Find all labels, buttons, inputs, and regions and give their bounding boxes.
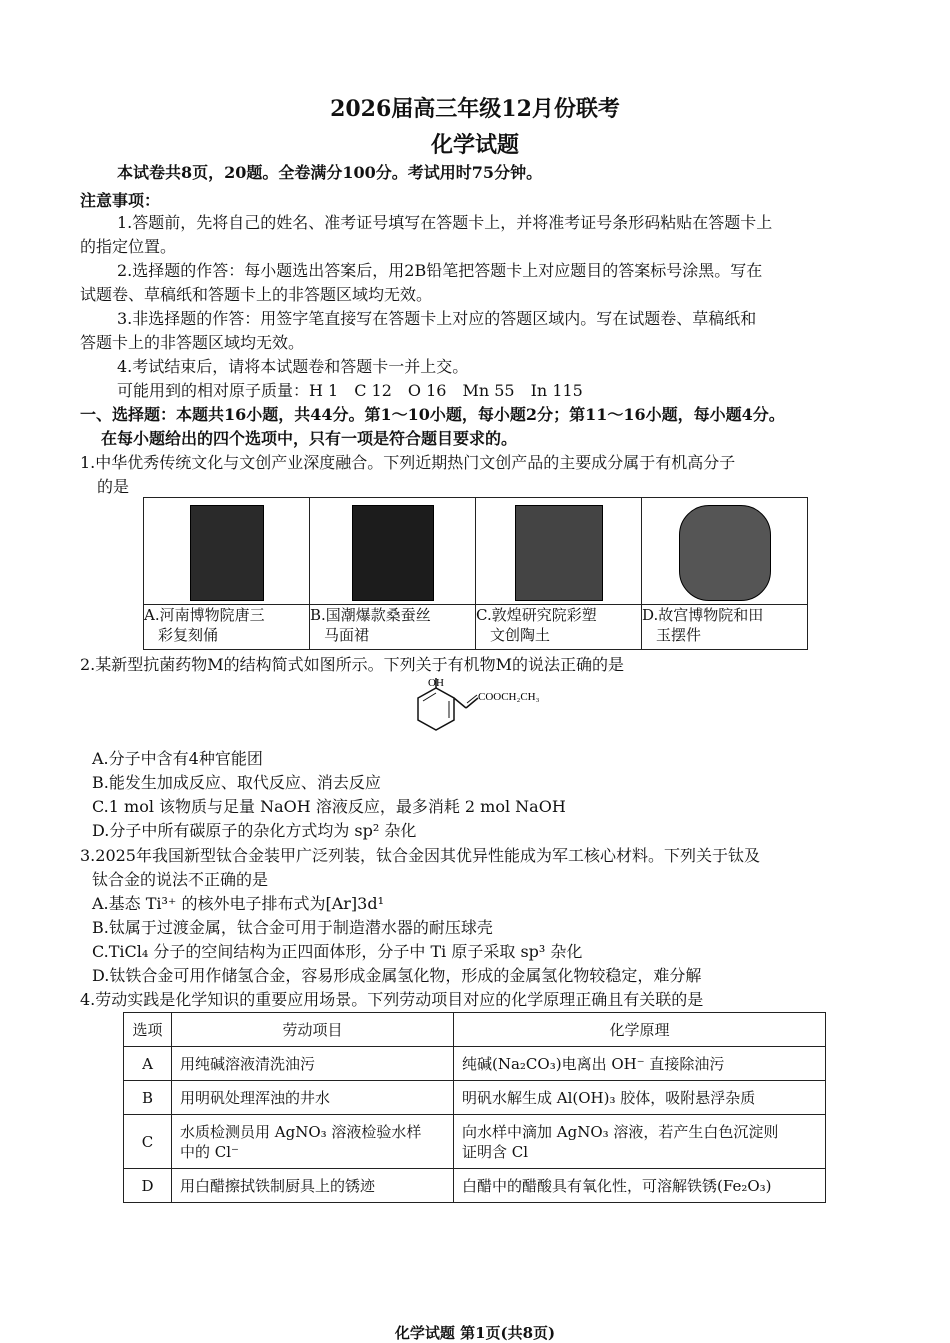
atomic-mass: 可能用到的相对原子质量：H 1 C 12 O 16 Mn 55 In 115 xyxy=(117,381,583,400)
notice-item: 4.考试结束后，请将本试题卷和答题卡一并上交。 xyxy=(117,357,469,376)
notice-item: 答题卡上的非答题区域均无效。 xyxy=(80,333,305,352)
ester-label: COOCH₂CH₃ xyxy=(478,691,540,703)
exam-info: 本试卷共8页，20题。全卷满分100分。考试用时75分钟。 xyxy=(117,163,543,182)
q2-option-b: B.能发生加成反应、取代反应、消去反应 xyxy=(92,773,381,792)
q2-structure-diagram xyxy=(398,676,568,746)
subject-title: 化学试题 xyxy=(430,132,519,158)
q4-header-principle: 化学原理 xyxy=(454,1013,826,1047)
section-heading: 一、选择题：本题共16小题，共44分。第1～10小题，每小题2分；第11～16小题，每小题4分。 xyxy=(80,405,785,424)
q1-option-d: D.故宫博物院和田 玉摆件 xyxy=(642,605,808,650)
q1-image-d xyxy=(642,498,808,605)
q1-image-b xyxy=(310,498,476,605)
q2-option-d: D.分子中所有碳原子的杂化方式均为 sp² 杂化 xyxy=(92,821,417,840)
q2-option-a: A.分子中含有4种官能团 xyxy=(92,749,263,768)
q1-option-c: C.敦煌研究院彩塑 文创陶土 xyxy=(476,605,642,650)
section-heading-2: 在每小题给出的四个选项中，只有一项是符合题目要求的。 xyxy=(101,429,518,448)
q1-option-b: B.国潮爆款桑蚕丝 马面裙 xyxy=(310,605,476,650)
notice-item: 3.非选择题的作答：用签字笔直接写在答题卡上对应的答题区域内。写在试题卷、草稿纸和 xyxy=(117,309,757,328)
q1-stem: 1.中华优秀传统文化与文创产业深度融合。下列近期热门文创产品的主要成分属于有机高分子 xyxy=(80,453,736,472)
q3-option-d: D.钛铁合金可用作储氢合金，容易形成金属氢化物，形成的金属氢化物较稳定，难分解 xyxy=(92,966,702,985)
hydroxyl-label: OH xyxy=(428,677,444,689)
q4-table-header xyxy=(124,1013,826,1047)
q2-stem: 2.某新型抗菌药物M的结构简式如图所示。下列关于有机物M的说法正确的是 xyxy=(80,655,625,674)
q1-stem-2: 的是 xyxy=(97,477,130,496)
table-row: B 用明矾处理浑浊的井水 明矾水解生成 Al(OH)₃ 胶体，吸附悬浮杂质 xyxy=(124,1081,826,1115)
q3-option-c: C.TiCl₄ 分子的空间结构为正四面体形，分子中 Ti 原子采取 sp³ 杂化 xyxy=(92,942,583,961)
exam-title: 2026届高三年级12月份联考 xyxy=(330,96,620,122)
q2-option-c: C.1 mol 该物质与足量 NaOH 溶液反应，最多消耗 2 mol NaOH xyxy=(92,797,566,816)
q3-stem: 3.2025年我国新型钛合金装甲广泛列装，钛合金因其优异性能成为军工核心材料。下列关于钛及 xyxy=(80,846,760,865)
q1-image-a xyxy=(144,498,310,605)
notice-item: 的指定位置。 xyxy=(80,237,177,256)
q3-stem-2: 钛合金的说法不正确的是 xyxy=(92,870,269,889)
q1-image-c xyxy=(476,498,642,605)
notice-item: 试题卷、草稿纸和答题卡上的非答题区域均无效。 xyxy=(80,285,433,304)
table-row: D 用白醋擦拭铁制厨具上的锈迹 白醋中的醋酸具有氧化性，可溶解铁锈(Fe₂O₃) xyxy=(124,1169,826,1203)
page-footer: 化学试题 第1页(共8页) xyxy=(394,1324,556,1342)
q4-table xyxy=(123,1012,826,1203)
q4-header-item: 劳动项目 xyxy=(172,1013,454,1047)
table-row: A 用纯碱溶液清洗油污 纯碱(Na₂CO₃)电离出 OH⁻ 直接除油污 xyxy=(124,1047,826,1081)
q4-header-option: 选项 xyxy=(124,1013,172,1047)
table-row: C 水质检测员用 AgNO₃ 溶液检验水样 中的 Cl⁻ 向水样中滴加 AgNO₃ 溶液，若产生白色沉淀则 证明含 Cl xyxy=(124,1115,826,1169)
notice-item: 1.答题前，先将自己的姓名、准考证号填写在答题卡上，并将准考证号条形码粘贴在答题卡上 xyxy=(117,213,773,232)
q1-option-a: A.河南博物院唐三 彩复刻俑 xyxy=(144,605,310,650)
q3-option-b: B.钛属于过渡金属，钛合金可用于制造潜水器的耐压球壳 xyxy=(92,918,493,937)
q1-options-table xyxy=(143,497,808,650)
notice-heading: 注意事项： xyxy=(80,191,161,210)
q4-stem: 4.劳动实践是化学知识的重要应用场景。下列劳动项目对应的化学原理正确且有关联的是 xyxy=(80,990,704,1009)
q3-option-a: A.基态 Ti³⁺ 的核外电子排布式为[Ar]3d¹ xyxy=(92,894,384,913)
notice-item: 2.选择题的作答：每小题选出答案后，用2B铅笔把答题卡上对应题目的答案标号涂黑。写在 xyxy=(117,261,763,280)
